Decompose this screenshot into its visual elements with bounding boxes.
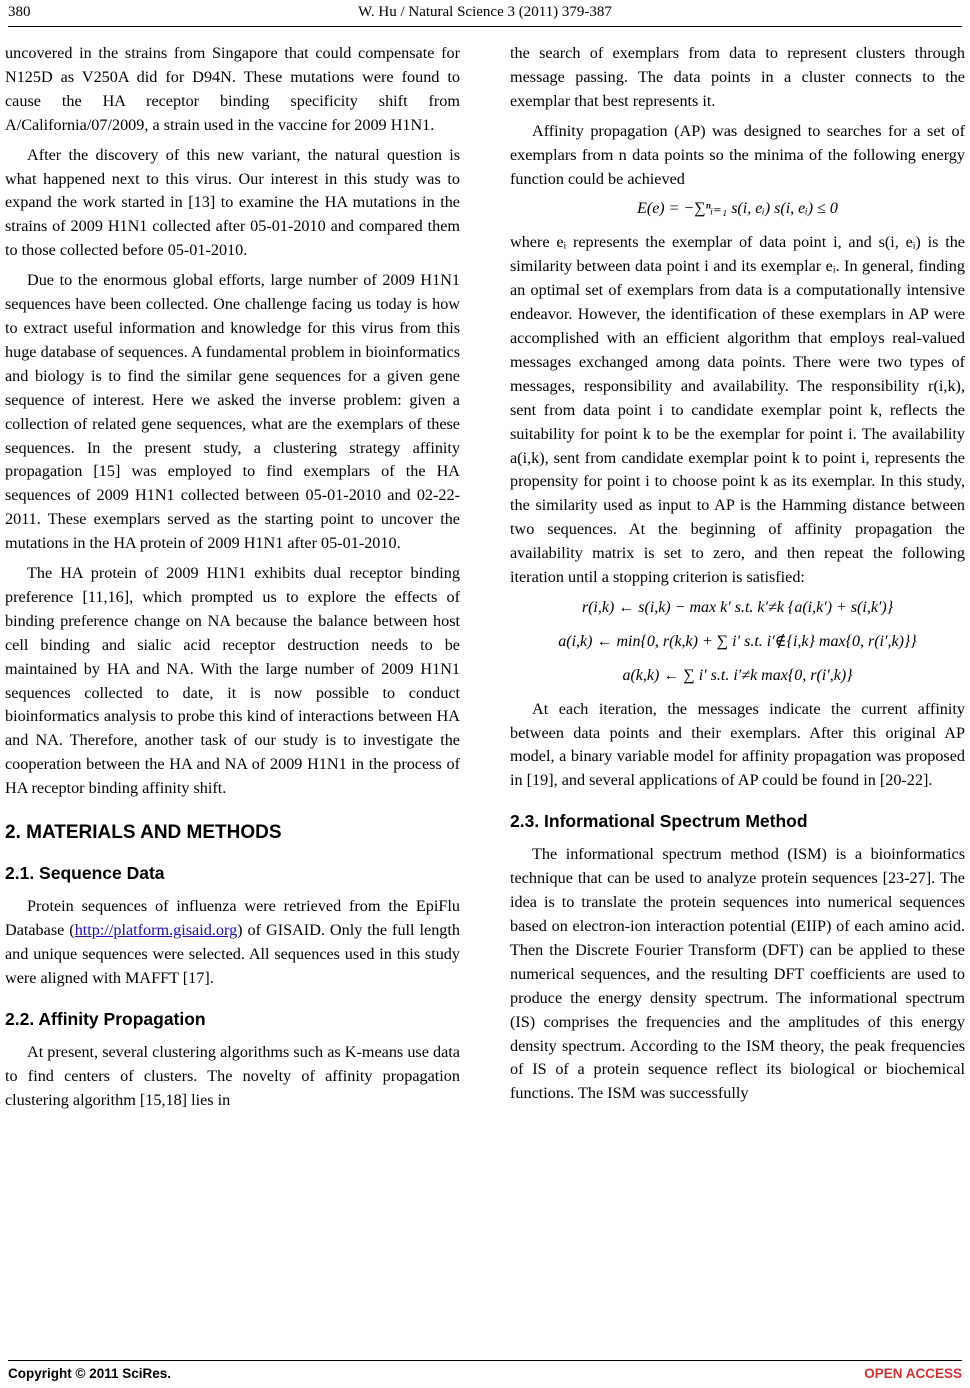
equation-energy: E(e) = −∑ⁿᵢ₌₁ s(i, eᵢ) s(i, eᵢ) ≤ 0	[637, 200, 838, 218]
paragraph: Protein sequences of influenza were retrieved from the EpiFlu Database (http://platform.gisaid.org) of GISAID. Only the full length and unique sequences were selected. All sequences used in this study were aligned with MAFFT [17].	[5, 897, 460, 987]
equation-availability: a(i,k) ← min{0, r(k,k) + ∑ i′ s.t. i′∉{i,k} max{0, r(i′,k)}}	[558, 632, 917, 650]
open-access-label: OPEN ACCESS	[864, 1366, 962, 1381]
footer-rule	[8, 1360, 962, 1361]
left-column	[5, 42, 460, 1118]
paragraph: At present, several clustering algorithms such as K-means use data to find centers of clusters. The novelty of affinity propagation clustering algorithm [15,18] lies in	[5, 1042, 460, 1109]
paragraph: At each iteration, the messages indicate the current affinity between data points and their exemplars. After this original AP model, a binary variable model for affinity propagation was proposed in [19], and several applications of AP could be found in [20-22].	[510, 699, 965, 790]
paragraph: Due to the enormous global efforts, large number of 2009 H1N1 sequences have been collected. One challenge facing us today is how to extract useful information and knowledge for this virus from this huge database of sequences. A fundamental problem in bioinformatics and biology is to find the similar gene sequences for a given gene sequence of interest. Here we asked the inverse problem: given a collection of related gene sequences, what are the exemplars of these sequences. In the present study, a clustering strategy affinity propagation [15] was employed to find exemplars of the HA sequences of 2009 H1N1 collected between 05-01-2010 and 02-22-2011. These exemplars served as the starting point to uncover the mutations in the HA protein of 2009 H1N1 after 05-01-2010.	[5, 271, 460, 553]
page-header	[8, 2, 962, 26]
gisaid-link[interactable]: http://platform.gisaid.org	[74, 921, 238, 939]
paragraph: The informational spectrum method (ISM) is a bioinformatics technique that can be used to analyze protein sequences [23-27]. The idea is to translate the protein sequences into numerical sequences based on electron-ion interaction potential (EIIP) of each amino acid. Then the Discrete Fourier Transform (DFT) can be applied to these numerical sequences, and the resulting DFT coefficients are used to produce the energy density spectrum. The informational spectrum (IS) comprises the frequencies and the amplitudes of this energy density spectrum. According to the ISM theory, the peak frequencies of IS of a protein sequence reflect its biological or biochemical functions. The ISM was successfully	[510, 845, 965, 1103]
subsection-heading: 2.1. Sequence Data	[5, 863, 165, 884]
paragraph: After the discovery of this new variant, the natural question is what happened next to this virus. Our interest in this study was to expand the work started in [13] to examine the HA mutations in the strains of 2009 H1N1 collected after 05-01-2010 and compared them to those collected before 05-01-2010.	[5, 145, 460, 260]
paragraph: Affinity propagation (AP) was designed to searches for a set of exemplars from n data points so the minima of the following energy function could be achieved	[510, 121, 965, 188]
section-heading: 2. MATERIALS AND METHODS	[5, 822, 282, 844]
page-number: 380	[8, 4, 31, 20]
paragraph: The HA protein of 2009 H1N1 exhibits dual receptor binding preference [11,16], which prompted us to explore the effects of binding preference change on NA because the balance between host cell binding and sialic acid receptor destruction needs to be maintained by HA and NA. With the large number of 2009 H1N1 sequences collected to date, it is now possible to conduct bioinformatics analysis to probe this kind of interactions between HA and NA. Therefore, another task of our study is to investigate the cooperation between the HA and NA of 2009 H1N1 in the process of HA receptor binding affinity shift.	[5, 564, 460, 798]
subsection-heading: 2.3. Informational Spectrum Method	[510, 811, 808, 832]
subsection-heading: 2.2. Affinity Propagation	[5, 1008, 206, 1029]
copyright: Copyright © 2011 SciRes.	[8, 1366, 172, 1381]
paragraph: the search of exemplars from data to represent clusters through message passing. The data points in a cluster connects to the exemplar that best represents it.	[510, 44, 965, 110]
equation-self-availability: a(k,k) ← ∑ i′ s.t. i′≠k max{0, r(i′,k)}	[622, 666, 853, 684]
right-column	[510, 42, 965, 1112]
equation-responsibility: r(i,k) ← s(i,k) − max k′ s.t. k′≠k {a(i,k′) + s(i,k′)}	[581, 598, 894, 616]
running-title: W. Hu / Natural Science 3 (2011) 379-387	[358, 4, 612, 20]
paragraph: uncovered in the strains from Singapore that could compensate for N125D as V250A did for D94N. These mutations were found to cause the HA receptor binding specificity shift from A/California/07/2009, a strain used in the vaccine for 2009 H1N1.	[5, 44, 460, 134]
paragraph: where eᵢ represents the exemplar of data point i, and s(i, eᵢ) is the similarity between data point i and its exemplar eᵢ. In general, finding an optimal set of exemplars from data is a computationally intensive endeavor. However, the identification of these exemplars in AP were accomplished with an efficient algorithm that employs real-valued messages exchanged among data points. There were two types of messages, responsibility and availability. The responsibility r(i,k), sent from data point i to candidate exemplar point k, reflects the suitability for point k to be the exemplar for point i. The availability a(i,k), sent from candidate exemplar point k to point i, represents the propensity for point i to choose point k as its exemplar. In this study, the similarity used as input to AP is the Hamming distance between two sequences. At the beginning of affinity propagation the availability matrix is set to zero, and then repeat the following iteration until a stopping criterion is satisfied:	[510, 233, 965, 587]
header-rule	[8, 26, 962, 27]
page-footer	[8, 1366, 962, 1386]
